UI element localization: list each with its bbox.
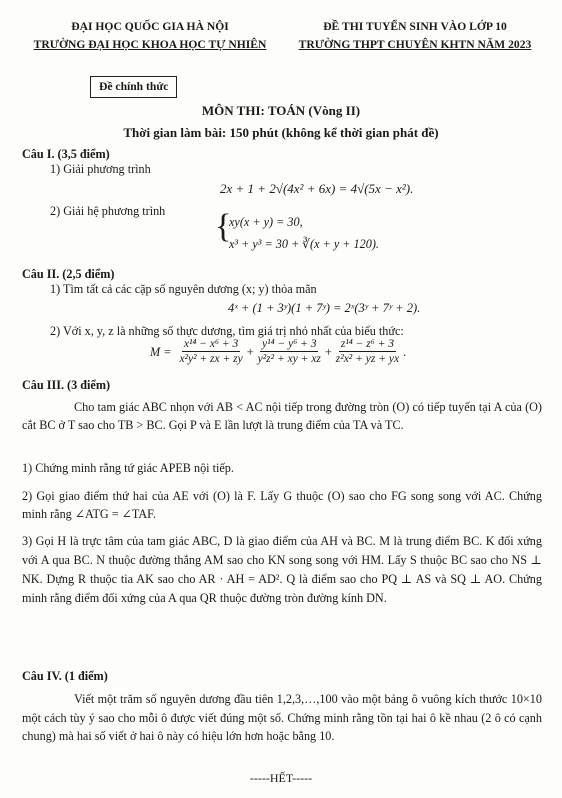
q3-part1: 1) Chứng minh rằng tứ giác APEB nội tiếp. (22, 461, 234, 475)
fraction-3-den: z²x² + yz + yx (335, 353, 400, 366)
fraction-3-num: z¹⁴ − z⁶ + 3 (339, 337, 396, 352)
official-badge: Đề chính thức (90, 76, 177, 98)
period: . (403, 344, 407, 359)
school-header (30, 18, 270, 54)
exam-header (290, 18, 540, 54)
q1-part1: 1) Giải phương trình (50, 162, 151, 176)
fraction-1 (177, 337, 244, 367)
q4-text: Viết một trăm số nguyên dương đầu tiên 1,2,3,…,100 vào một bảng ô vuông kích thước 10×10 một cách tùy ý sao cho mỗi ô được viết đúng một số. Chứng minh rằng tồn tại hai ô kề nhau (2 ô có cạnh chung) mà hai số viết ở hai ô này có hiệu lớn hơn hoặc bằng 10. (22, 692, 542, 744)
q1-equation: 2x + 1 + 2√(4x² + 6x) = 4√(5x − x²). (220, 181, 414, 196)
q2-part1: 1) Tìm tất cả các cặp số nguyên dương (x; y) thỏa mãn (50, 282, 317, 296)
university-name: ĐẠI HỌC QUỐC GIA HÀ NỘI (71, 20, 229, 33)
q3-heading: Câu III. (3 điểm) (22, 378, 111, 392)
q2-heading: Câu II. (2,5 điểm) (22, 267, 115, 281)
system-brace: { (215, 208, 232, 245)
q3-part3: 3) Gọi H là trực tâm của tam giác ABC, D là giao điểm của AH và BC. M là trung điểm BC. K đối xứng với A qua BC. N thuộc đường thẳng AM sao cho KN song song với HM. Lấy S thuộc BC sao cho NS ⊥ NK. Dựng R thuộc tia AK sao cho AR · AH = AD². Q là điểm sao cho PQ ⊥ AS và SQ ⊥ AO. Chứng minh rằng điểm đối xứng của A qua QR thuộc đường tròn đường kính DN. (22, 534, 542, 605)
subject-title: MÔN THI: TOÁN (Vòng II) (201, 103, 361, 118)
fraction-1-den: x²y² + zx + zy (179, 353, 243, 366)
q2-expression (150, 337, 406, 367)
exam-title: ĐỀ THI TUYỂN SINH VÀO LỚP 10 (323, 20, 507, 33)
q3-part2: 2) Gọi giao điểm thứ hai của AE với (O) là F. Lấy G thuộc (O) sao cho FG song song với AC. Chứng minh rằng ∠ATG = ∠TAF. (22, 489, 542, 522)
fraction-2-num: y¹⁴ − y⁶ + 3 (260, 337, 318, 352)
school-name: TRƯỜNG ĐẠI HỌC KHOA HỌC TỰ NHIÊN (33, 37, 267, 51)
fraction-2-den: y²z² + xy + xz (257, 353, 321, 366)
q2-part2: 2) Với x, y, z là những số thực dương, tìm giá trị nhỏ nhất của biểu thức: (50, 324, 404, 338)
fraction-2 (256, 337, 323, 367)
plus-sign: + (246, 344, 254, 359)
fraction-1-num: x¹⁴ − x⁶ + 3 (182, 337, 240, 352)
plus-sign: + (324, 344, 332, 359)
q1-part2: 2) Giải hệ phương trình (50, 204, 166, 218)
exam-school: TRƯỜNG THPT CHUYÊN KHTN NĂM 2023 (298, 37, 532, 51)
q3-intro: Cho tam giác ABC nhọn với AB < AC nội tiếp trong đường tròn (O) có tiếp tuyến tại A của (O) cắt BC ở T sao cho TB > BC. Gọi P và E lần lượt là trung điểm của TA và TC. (22, 400, 542, 433)
q2-equation: 4ˣ + (1 + 3ʸ)(1 + 7ʸ) = 2ˣ(3ʸ + 7ʸ + 2). (228, 301, 421, 315)
q1-heading: Câu I. (3,5 điểm) (22, 147, 110, 161)
m-label: M = (150, 344, 172, 359)
fraction-3 (334, 337, 401, 367)
time-limit: Thời gian làm bài: 150 phút (không kể thời gian phát đề) (123, 125, 439, 140)
system-line1: xy(x + y) = 30, (229, 215, 303, 229)
end-marker: -----HẾT----- (249, 771, 313, 785)
system-line2: x³ + y³ = 30 + ∛(x + y + 120). (229, 237, 379, 251)
q4-heading: Câu IV. (1 điểm) (22, 669, 108, 683)
